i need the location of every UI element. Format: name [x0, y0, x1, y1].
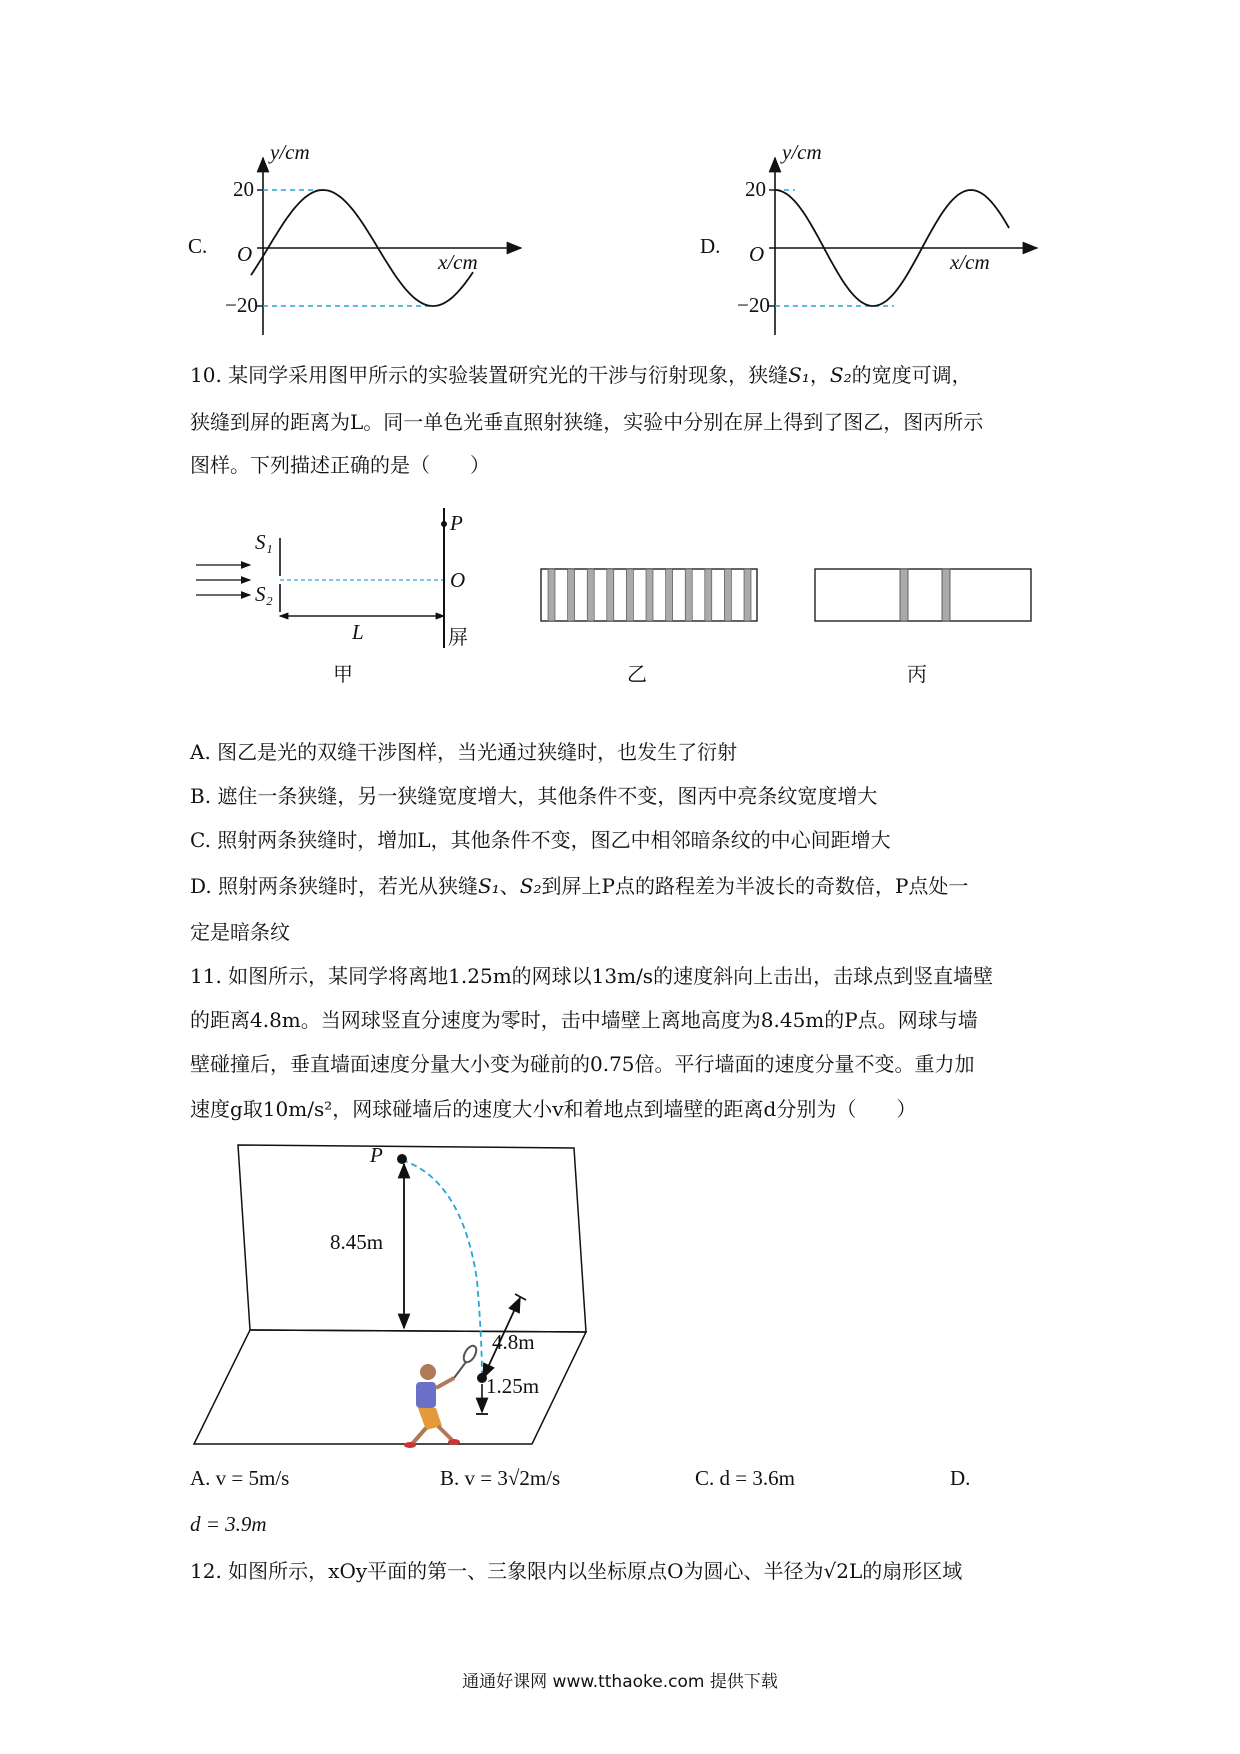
caption-bing: 丙 — [907, 662, 927, 686]
figure-yi-fringes — [540, 568, 760, 624]
screen-label: 屏 — [448, 625, 468, 649]
slit-s2-label: S₂ — [255, 582, 273, 606]
figure-jia — [190, 508, 490, 688]
q10-option-d-cont: 定是暗条纹 — [190, 920, 290, 944]
q10-line3: 图样。下列描述正确的是（ ） — [190, 453, 490, 477]
tennis-player-icon — [404, 1344, 479, 1448]
point-p-label: P — [370, 1143, 383, 1167]
x-axis-label: x/cm — [438, 250, 478, 274]
option-label-d: D. — [700, 234, 721, 258]
origin-label: O — [237, 242, 253, 266]
distance-48-label: 4.8m — [492, 1330, 535, 1354]
q11-line4: 速度g取10m/s²，网球碰墙后的速度大小v和着地点到墙壁的距离d分别为（ ） — [190, 1097, 917, 1121]
q11-option-b: B. v = 3√2m/s — [440, 1466, 561, 1490]
ymin-label: −20 — [737, 293, 770, 317]
point-p — [397, 1154, 407, 1164]
caption-yi: 乙 — [627, 662, 647, 686]
q10-line2: 狭缝到屏的距离为L。同一单色光垂直照射狭缝，实验中分别在屏上得到了图乙，图丙所示 — [190, 410, 984, 434]
footer: 通通好课网 www.tthaoke.com 提供下载 — [462, 1672, 778, 1692]
y-axis-label: y/cm — [270, 140, 310, 164]
q10-option-b: B. 遮住一条狭缝，另一狭缝宽度增大，其他条件不变，图丙中亮条纹宽度增大 — [190, 784, 878, 808]
q10-option-c: C. 照射两条狭缝时，增加L，其他条件不变，图乙中相邻暗条纹的中心间距增大 — [190, 828, 891, 852]
q11-line1: 11. 如图所示，某同学将离地1.25m的网球以13m/s的速度斜向上击出，击球点到竖直墙壁 — [190, 964, 994, 988]
caption-jia: 甲 — [333, 662, 353, 686]
q10-option-a: A. 图乙是光的双缝干涉图样，当光通过狭缝时，也发生了衍射 — [190, 740, 738, 764]
point-o-label: O — [450, 568, 466, 592]
wall — [238, 1145, 586, 1332]
q11-option-c: C. d = 3.6m — [695, 1466, 795, 1490]
slit-s1-label: S₁ — [255, 530, 273, 554]
distance-l-label: L — [352, 620, 364, 644]
q12-line1: 12. 如图所示，xOy平面的第一、三象限内以坐标原点O为圆心、半径为√2L的扇形区域 — [190, 1559, 963, 1583]
q10-option-d: D. 照射两条狭缝时，若光从狭缝S₁、S₂到屏上P点的路程差为半波长的奇数倍，P点处一 — [190, 874, 969, 898]
ymax-label: 20 — [233, 177, 254, 201]
q11-option-d: D. — [950, 1466, 971, 1490]
option-label-c: C. — [188, 234, 208, 258]
q11-line2: 的距离4.8m。当网球竖直分速度为零时，击中墙壁上离地高度为8.45m的P点。网球与墙 — [190, 1008, 978, 1032]
figure-bing-fringes — [814, 568, 1034, 624]
figure-tennis-wall — [190, 1140, 590, 1450]
y-axis-label: y/cm — [782, 140, 822, 164]
ymax-label: 20 — [745, 177, 766, 201]
point-p-label: P — [450, 511, 463, 535]
q11-line3: 壁碰撞后，垂直墙面速度分量大小变为碰前的0.75倍。平行墙面的速度分量不变。重力加 — [190, 1052, 975, 1076]
origin-label: O — [749, 242, 765, 266]
q11-option-a: A. v = 5m/s — [190, 1466, 290, 1490]
q10-line1: 10. 某同学采用图甲所示的实验装置研究光的干涉与衍射现象，狭缝S₁，S₂的宽度可调， — [190, 363, 972, 387]
ball-trajectory — [402, 1160, 482, 1378]
tennis-diagram — [190, 1140, 590, 1450]
ymin-label: −20 — [225, 293, 258, 317]
q11-option-d-value: d = 3.9m — [190, 1512, 267, 1536]
height-125-label: 1.25m — [486, 1374, 540, 1398]
height-845-label: 8.45m — [330, 1230, 384, 1254]
x-axis-label: x/cm — [950, 250, 990, 274]
